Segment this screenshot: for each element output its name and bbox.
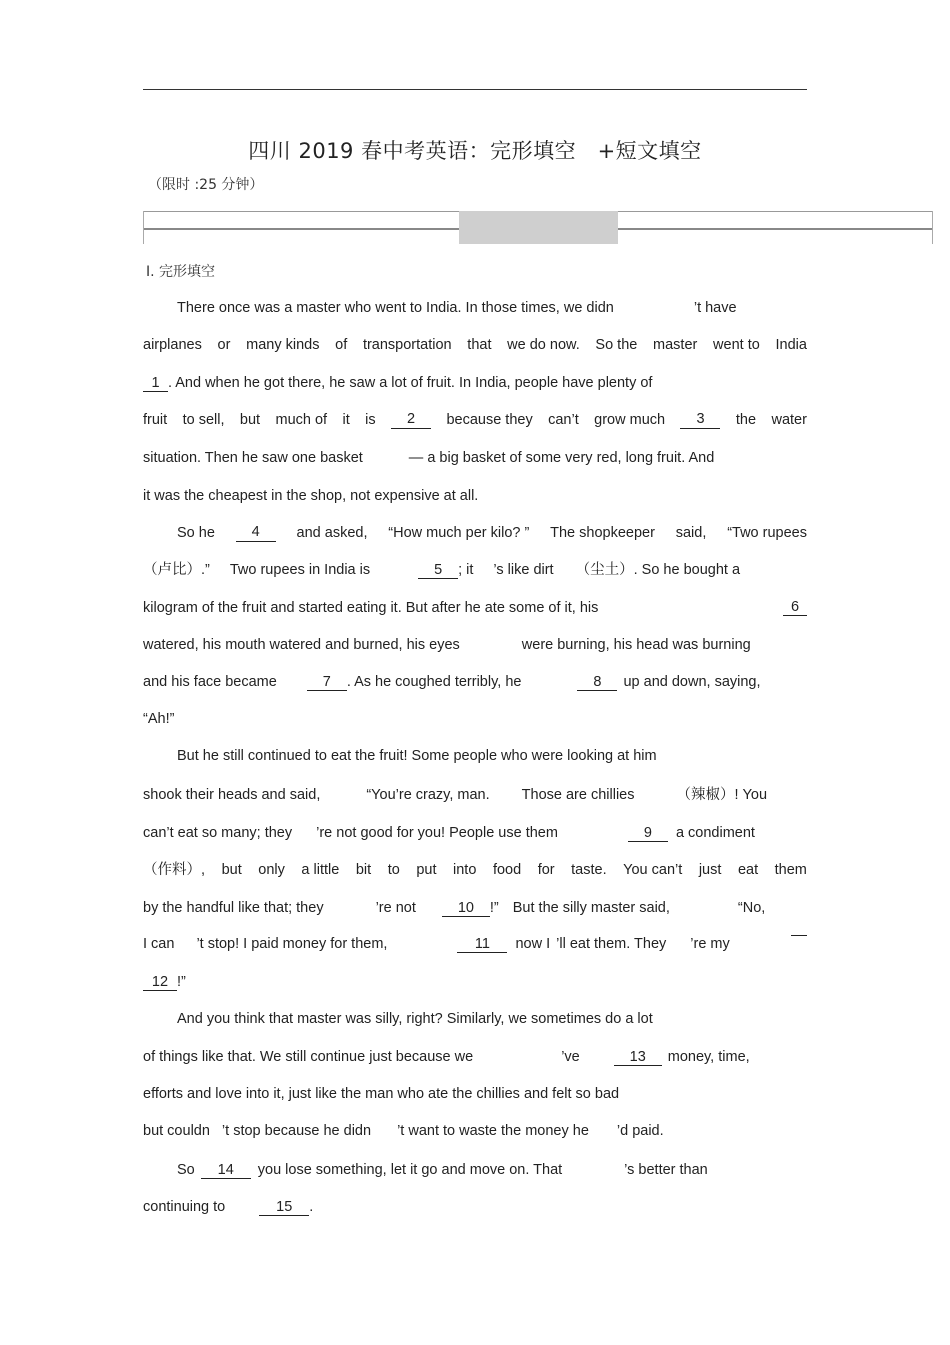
- blank-12[interactable]: 12: [143, 974, 177, 991]
- passage-line: I can ’t stop! I paid money for them, 11 now I ’ll eat them. They ’re my: [143, 935, 807, 953]
- blank-15[interactable]: 15: [259, 1199, 309, 1216]
- passage-line: can’t eat so many; they ’re not good for you! People use them 9 a condiment: [143, 825, 755, 841]
- blank-5[interactable]: 5: [418, 562, 458, 579]
- passage-line: 1 . And when he got there, he saw a lot of fruit. In India, people have plenty of: [143, 374, 807, 392]
- blank-14[interactable]: 14: [201, 1162, 251, 1179]
- passage-line: 12 !”: [143, 973, 807, 991]
- passage-line: watered, his mouth watered and burned, his eyes were burning, his head was burning: [143, 637, 751, 653]
- blank-8[interactable]: 8: [577, 674, 617, 691]
- blank-7[interactable]: 7: [307, 674, 347, 691]
- passage-line: （作料）, but only a little bit to put into food for taste. You can’t just eat them: [143, 862, 807, 878]
- blank-13[interactable]: 13: [614, 1049, 662, 1066]
- passage-line: shook their heads and said, “You’re crazy, man. Those are chillies （辣椒）! You: [143, 787, 768, 803]
- passage-line: So 14 you lose something, let it go and move on. That ’s better than: [177, 1162, 708, 1178]
- blank-10[interactable]: 10: [442, 900, 490, 917]
- section-heading: Ⅰ. 完形填空: [146, 264, 216, 280]
- passage-line: it was the cheapest in the shop, not expensive at all.: [143, 488, 479, 504]
- passage-line: efforts and love into it, just like the man who ate the chillies and felt so bad: [143, 1086, 620, 1102]
- passage-line: by the handful like that; they ’re not 10 !” But the silly master said, “No,: [143, 900, 766, 916]
- passage-line: “Ah!”: [143, 711, 175, 727]
- blank-6[interactable]: 6: [783, 599, 807, 616]
- passage-line: fruit to sell, but much of it is 2 because they can’t grow much 3 the water: [143, 411, 807, 428]
- passage-line: So he 4 and asked, “How much per kilo? ” The shopkeeper said, “Two rupees: [177, 524, 807, 541]
- passage-line: airplanes or many kinds of transportation that we do now. So the master went to India: [143, 337, 807, 353]
- blank-3[interactable]: 3: [680, 411, 720, 429]
- passage-line: There once was a master who went to India. In those times, we didn ’t have: [177, 300, 737, 316]
- blank-9[interactable]: 9: [628, 825, 668, 842]
- passage-line: And you think that master was silly, right? Similarly, we sometimes do a lot: [177, 1011, 653, 1027]
- blank-11[interactable]: 11: [457, 936, 507, 953]
- header-band-box: [459, 211, 618, 244]
- time-limit: （限时 :25 分钟）: [148, 177, 264, 193]
- passage-line: situation. Then he saw one basket — a big basket of some very red, long fruit. And: [143, 450, 715, 466]
- passage-line: kilogram of the fruit and started eating it. But after he ate some of it, his 6: [143, 599, 807, 617]
- passage-line: but couldn ’t stop because he didn ’t want to waste the money he ’d paid.: [143, 1123, 664, 1139]
- blank-2[interactable]: 2: [391, 411, 431, 429]
- passage-line: and his face became 7 . As he coughed terribly, he 8 up and down, saying,: [143, 674, 761, 690]
- passage-line: But he still continued to eat the fruit! Some people who were looking at him: [177, 748, 657, 764]
- blank-1[interactable]: 1: [143, 375, 168, 392]
- passage-line: continuing to 15 .: [143, 1199, 314, 1215]
- blank-12-start: [791, 935, 807, 936]
- passage-line: of things like that. We still continue just because we ’ve 13 money, time,: [143, 1049, 750, 1065]
- page-title: 四川 2019 春中考英语：完形填空 +短文填空: [248, 139, 702, 163]
- blank-4[interactable]: 4: [236, 524, 276, 542]
- top-rule: [143, 89, 807, 90]
- passage-line: （卢比）.” Two rupees in India is 5 ; it ’s like dirt （尘土）. So he bought a: [143, 562, 741, 578]
